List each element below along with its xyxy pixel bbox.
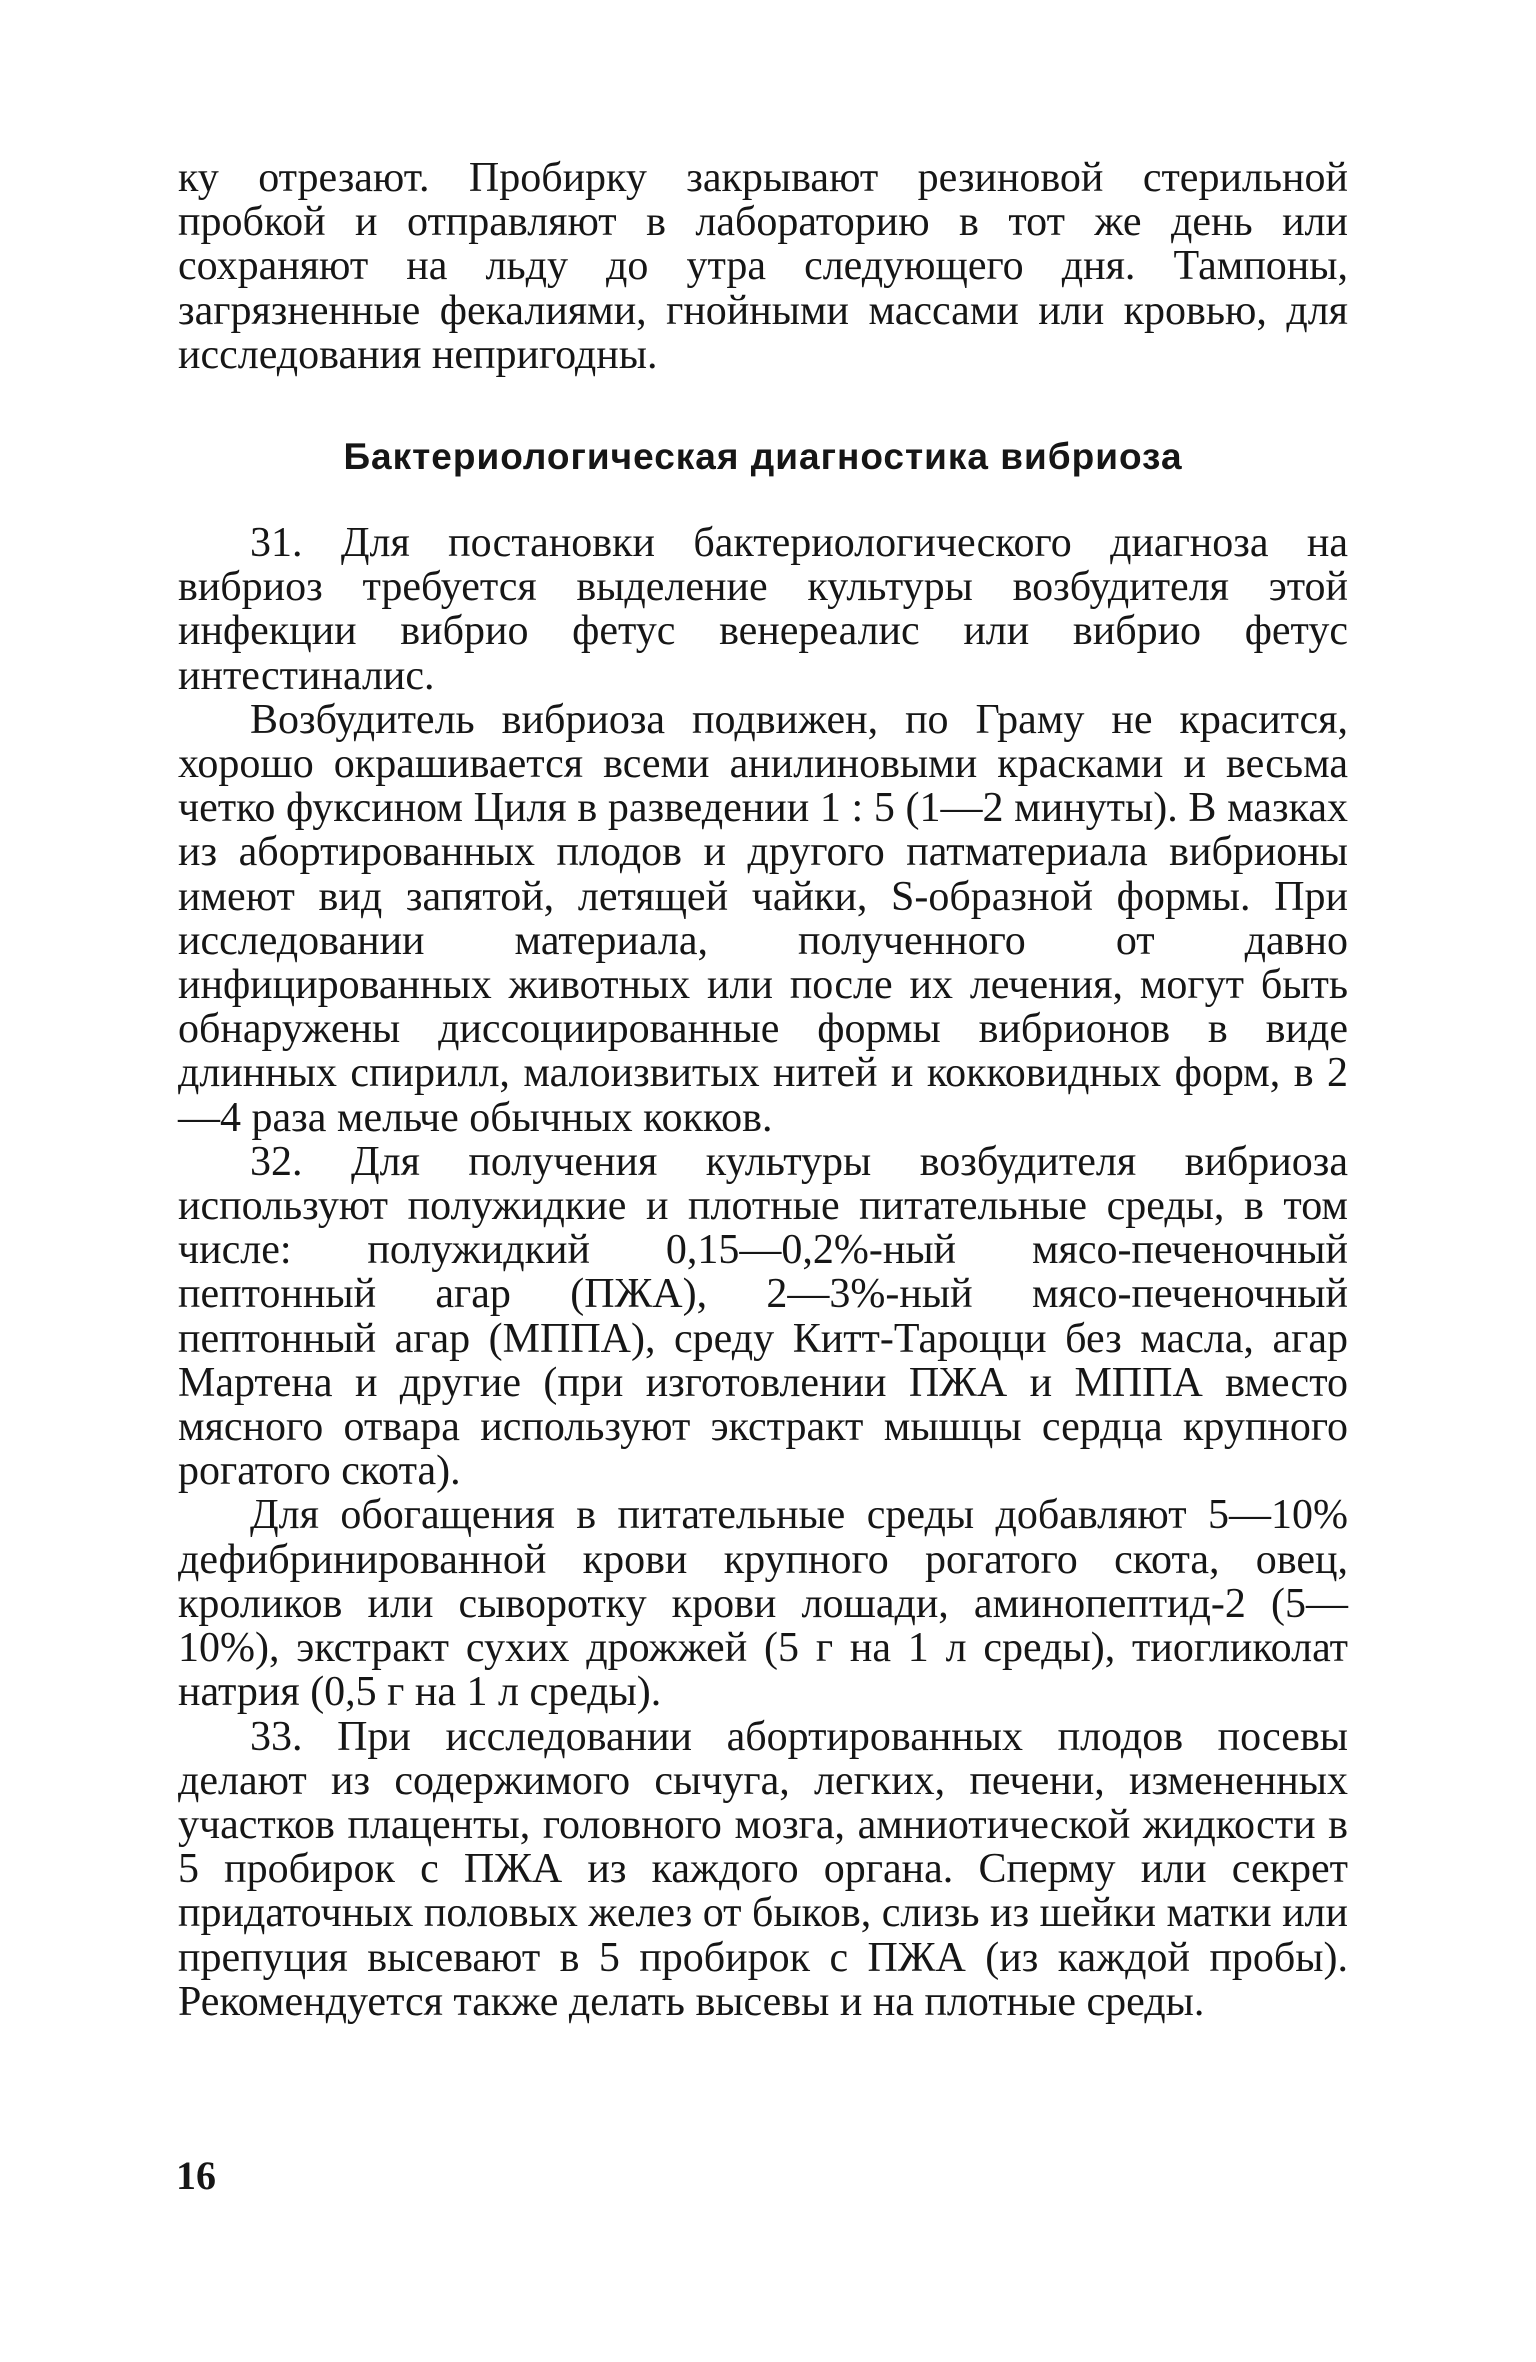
paragraph-33: 33. При исследовании абортированных плодов посевы делают из содержимого сычуга, легких, печени, измененных участков плаценты, головного мозга, амниотической жидкости в 5 пробирок с ПЖА из каждого органа. Сперму или секрет придаточных половых желез от быков, слизь из шейки матки или препуция высевают в 5 пробирок с ПЖА (из каждой пробы). Рекомендуется также делать высевы и на плотные среды.: [178, 1713, 1348, 2025]
intro-paragraph: ку отрезают. Пробирку закрывают резиновой стерильной пробкой и отправляют в лабораторию в тот же день или сохраняют на льду до утра следующего дня. Тампоны, загрязненные фекалиями, гнойными массами или кровью, для исследования непригодны.: [178, 155, 1348, 378]
paragraph-32: 32. Для получения культуры возбудителя вибриоза используют полужидкие и плотные питательные среды, в том числе: полужидкий 0,15—0,2%-ный мясо-печеночный пептонный агар (ПЖА), 2—3%-ный мясо-печеночный пептонный агар (МППА), среду Китт-Тароцци без масла, агар Мартена и другие (при изготовлении ПЖА и МППА вместо мясного отвара используют экстракт мышцы сердца крупного рогатого скота).: [178, 1138, 1348, 1495]
paragraph-enrichment: Для обогащения в питательные среды добавляют 5—10% дефибринированной крови крупного рогатого скота, овец, кроликов или сыворотку крови лошади, аминопептид-2 (5—10%), экстракт сухих дрожжей (5 г на 1 л среды), тиогликолат натрия (0,5 г на 1 л среды).: [178, 1492, 1348, 1716]
section-heading: Бактериологическая диагностика вибриоза: [343, 436, 1183, 478]
document-page: [178, 156, 1348, 2024]
page-number: 16: [176, 2153, 216, 2198]
paragraph-31: 31. Для постановки бактериологического диагноза на вибриоз требуется выделение культуры возбудителя этой инфекции вибрио фетус венереалис или вибрио фетус интестиналис.: [178, 520, 1348, 699]
paragraph-pathogen-description: Возбудитель вибриоза подвижен, по Граму не красится, хорошо окрашивается всеми анилиновыми красками и весьма четко фуксином Циля в разведении 1 : 5 (1—2 минуты). В мазках из абортированных плодов и другого патматериала вибрионы имеют вид запятой, летящей чайки, S-образной формы. При исследовании материала, полученного от давно инфицированных животных или после их лечения, могут быть обнаружены диссоциированные формы вибрионов в виде длинных спирилл, малоизвитых нитей и кокковидных форм, в 2—4 раза мельче обычных кокков.: [178, 696, 1348, 1141]
